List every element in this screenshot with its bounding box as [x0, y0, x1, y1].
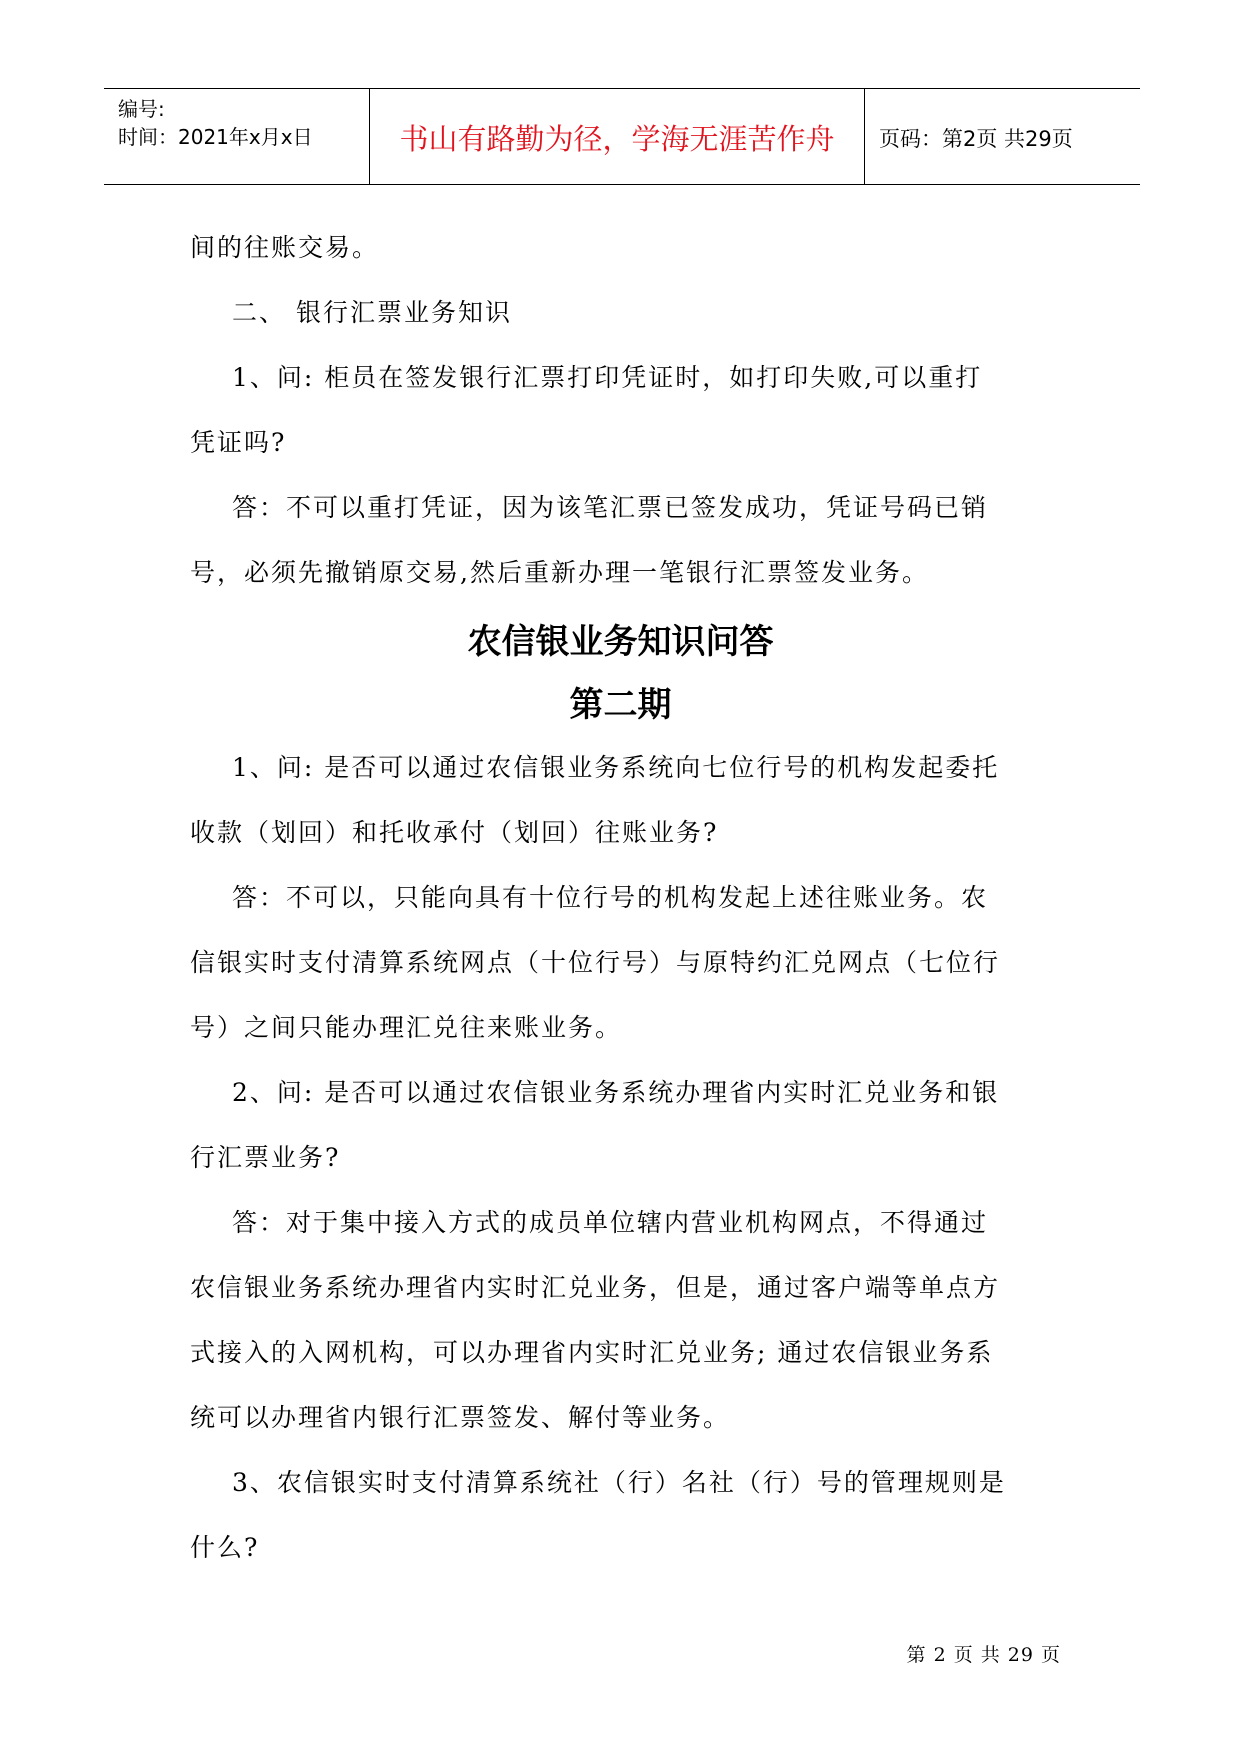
paragraph-line: 号）之间只能办理汇兑往来账业务。: [190, 1013, 623, 1042]
page-code-label: 页码：第2页 共29页: [879, 127, 1073, 151]
page-footer: 第 2 页 共 29 页: [906, 1644, 1061, 1666]
paragraph-line: 凭证吗?: [190, 428, 287, 457]
serial-number-label: 编号:: [118, 97, 165, 121]
paragraph-line: 答：不可以，只能向具有十位行号的机构发起上述往账业务。农: [232, 883, 989, 912]
page-header: [104, 88, 1140, 185]
section-heading: 二、 银行汇票业务知识: [232, 298, 512, 327]
paragraph-line: 什么?: [190, 1533, 260, 1562]
paragraph-line: 收款（划回）和托收承付（划回）往账业务?: [190, 818, 719, 847]
paragraph-line: 间的往账交易。: [190, 233, 380, 262]
header-info-cell: [104, 89, 370, 184]
paragraph-line: 号，必须先撤销原交易,然后重新办理一笔银行汇票签发业务。: [190, 558, 929, 587]
paragraph-line: 式接入的入网机构，可以办理省内实时汇兑业务; 通过农信银业务系: [190, 1338, 994, 1367]
paragraph-line: 答：对于集中接入方式的成员单位辖内营业机构网点，不得通过: [232, 1208, 989, 1237]
motto-text: 书山有路勤为径，学海无涯苦作舟: [399, 122, 835, 156]
paragraph-line: 信银实时支付清算系统网点（十位行号）与原特约汇兑网点（七位行: [190, 948, 1001, 977]
paragraph-line: 2、问: 是否可以通过农信银业务系统办理省内实时汇兑业务和银: [232, 1078, 1000, 1107]
header-motto-cell: [370, 89, 865, 184]
header-page-cell: [865, 89, 1140, 184]
paragraph-line: 3、农信银实时支付清算系统社（行）名社（行）号的管理规则是: [232, 1468, 1006, 1497]
document-title: 农信银业务知识问答: [467, 622, 774, 662]
paragraph-line: 1、问: 柜员在签发银行汇票打印凭证时，如打印失败,可以重打: [232, 363, 983, 392]
paragraph-line: 统可以办理省内银行汇票签发、解付等业务。: [190, 1403, 731, 1432]
paragraph-line: 1、问: 是否可以通过农信银业务系统向七位行号的机构发起委托: [232, 753, 1000, 782]
paragraph-line: 答：不可以重打凭证，因为该笔汇票已签发成功，凭证号码已销: [232, 493, 989, 522]
paragraph-line: 农信银业务系统办理省内实时汇兑业务，但是，通过客户端等单点方: [190, 1273, 1001, 1302]
date-label: 时间：2021年x月x日: [118, 125, 313, 149]
paragraph-line: 行汇票业务?: [190, 1143, 341, 1172]
issue-subtitle: 第二期: [569, 685, 672, 725]
